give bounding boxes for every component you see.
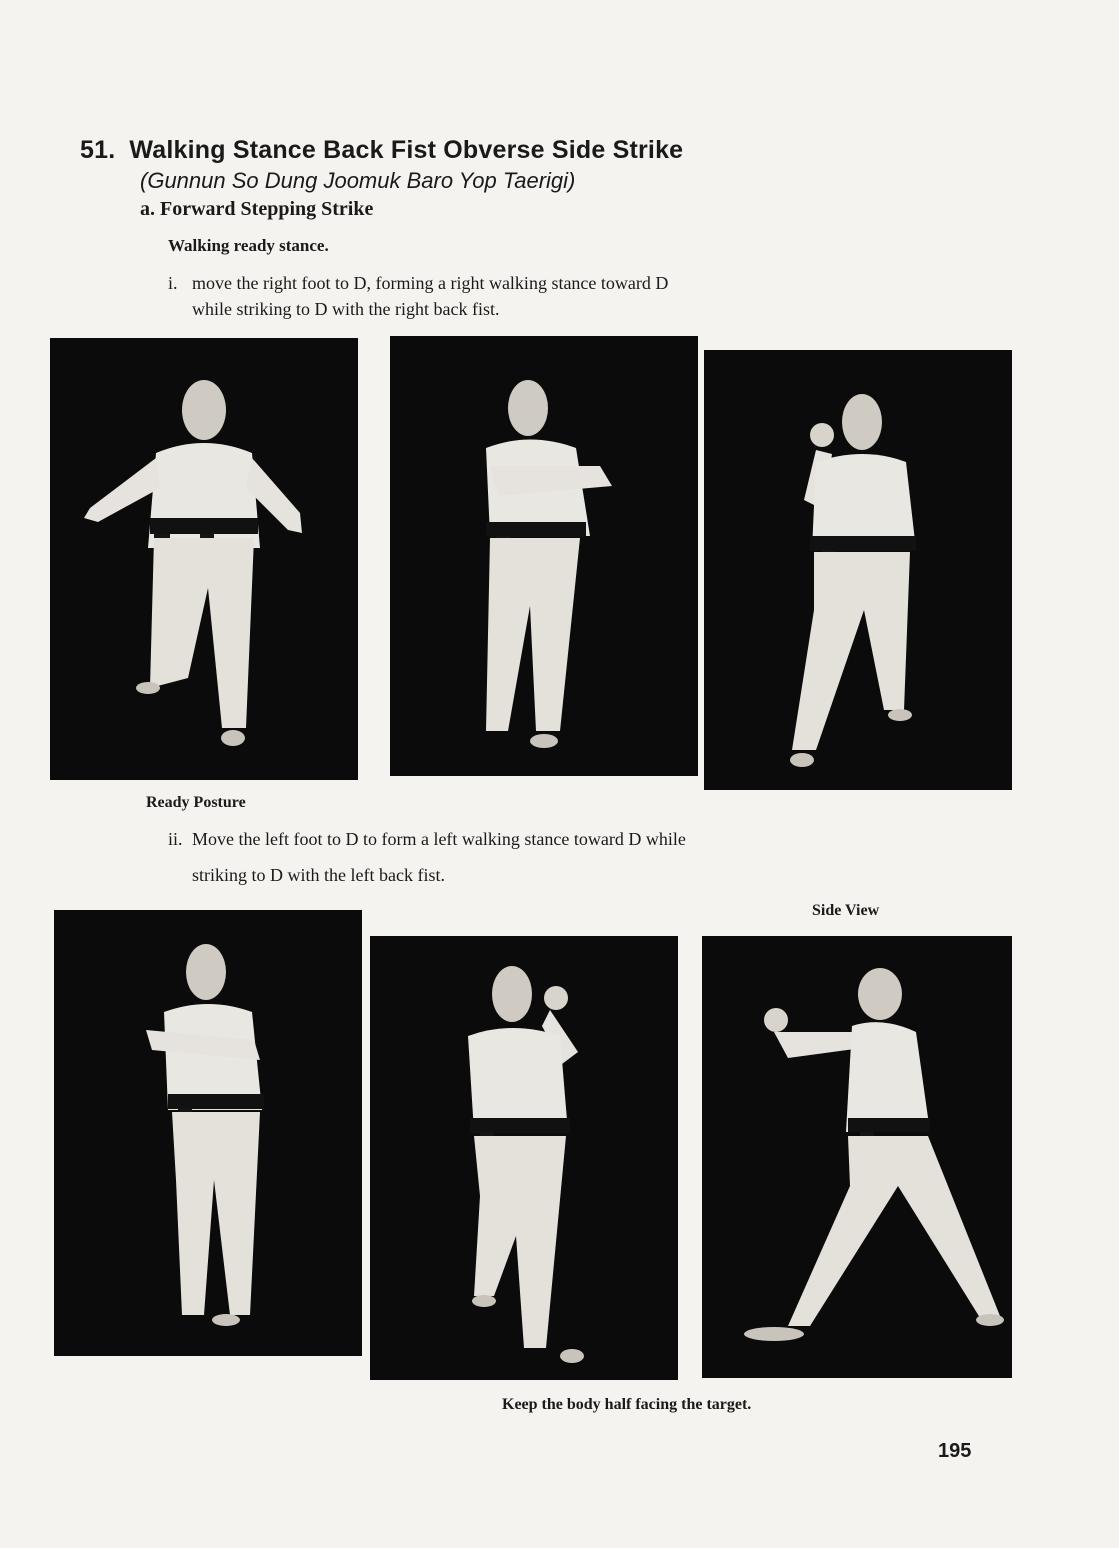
photo-step-i-strike xyxy=(704,350,1012,790)
step-text-line: move the right foot to D, forming a right walking stance toward D xyxy=(192,273,669,293)
exercise-number: 51. xyxy=(80,136,116,164)
step-text-line: while striking to D with the right back fist. xyxy=(192,299,500,319)
figure-front-ready-illustration xyxy=(50,338,358,780)
exercise-korean-name: (Gunnun So Dung Joomuk Baro Yop Taerigi) xyxy=(140,168,576,193)
figure-back-fist-left-illustration xyxy=(370,936,678,1380)
step-marker: i. xyxy=(168,273,178,293)
exercise-heading xyxy=(80,136,683,165)
section-title: a. Forward Stepping Strike xyxy=(140,198,374,220)
step-marker: ii. xyxy=(168,829,183,849)
exercise-title: Walking Stance Back Fist Obverse Side Strike xyxy=(129,136,684,164)
photo-step-ii-transition xyxy=(54,910,362,1356)
step-ii xyxy=(168,826,686,888)
step-text-line: striking to D with the left back fist. xyxy=(192,865,445,885)
step-i xyxy=(168,270,668,322)
figure-side-view-illustration xyxy=(702,936,1012,1378)
page-number: 195 xyxy=(938,1440,972,1462)
photo-ready-posture xyxy=(50,338,358,780)
photo-step-i-transition xyxy=(390,336,698,776)
caption-ready-posture: Ready Posture xyxy=(146,794,246,811)
caption-keep-body: Keep the body half facing the target. xyxy=(502,1396,752,1413)
ready-stance-text: Walking ready stance. xyxy=(168,236,329,255)
photo-side-view xyxy=(702,936,1012,1378)
photo-step-ii-strike xyxy=(370,936,678,1380)
caption-side-view: Side View xyxy=(812,902,880,919)
step-text-line: Move the left foot to D to form a left walking stance toward D while xyxy=(192,829,686,849)
figure-crossed-arms-left-illustration xyxy=(54,910,362,1356)
figure-crossed-arms-illustration xyxy=(390,336,698,776)
figure-back-fist-right-illustration xyxy=(704,350,1012,790)
